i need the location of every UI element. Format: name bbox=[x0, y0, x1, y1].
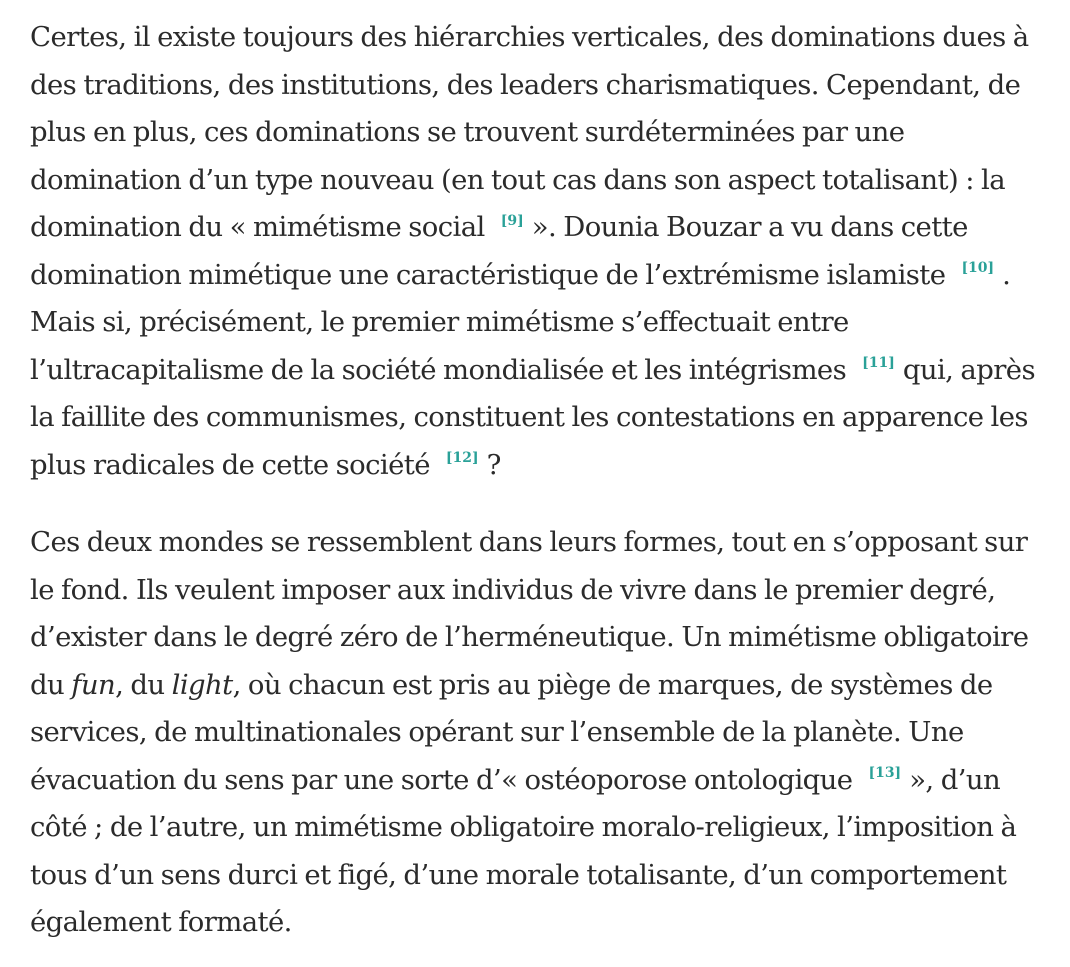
paragraph-text: . Mais si, précisément, le premier mimétisme s’effectuait entre l’ultracapitalisme de la société mondialisée et les intégrismes bbox=[30, 258, 1011, 386]
paragraph-text: , où chacun est pris au piège de marques, de systèmes de services, de multinationales opérant sur l’ensemble de la planète. Une évacuation du sens par une sorte d’« ostéoporose ontologique bbox=[30, 668, 993, 796]
paragraph-1 bbox=[30, 14, 1045, 489]
footnote-link-10[interactable]: [10] bbox=[961, 260, 995, 277]
paragraph-text: qui, après la faillite des communismes, constituent les contestations en apparence les plus radicales de cette société bbox=[30, 353, 1035, 481]
paragraph-text: Ces deux mondes se ressemblent dans leurs formes, tout en s’opposant sur le fond. Ils veulent imposer aux individus de vivre dans le premier degré, d’exister dans le degré zéro de l’herméneutique. Un mimétisme obligatoire du bbox=[30, 526, 1029, 701]
document-body bbox=[30, 14, 1045, 947]
paragraph-text: ». Dounia Bouzar a vu dans cette domination mimétique une caractéristique de l’extrémisme islamiste bbox=[30, 211, 968, 291]
footnote-link-13[interactable]: [13] bbox=[868, 765, 902, 782]
paragraph-text: ? bbox=[486, 448, 501, 481]
paragraph-2 bbox=[30, 519, 1045, 947]
paragraph-text: , du bbox=[115, 668, 165, 701]
italic-term-light: light bbox=[171, 668, 233, 701]
footnote-link-9[interactable]: [9] bbox=[500, 212, 524, 229]
footnote-link-11[interactable]: [11] bbox=[862, 355, 895, 372]
italic-term-fun: fun bbox=[71, 668, 116, 701]
paragraph-text: », d’un côté ; de l’autre, un mimétisme obligatoire moralo-religieux, l’imposition à tous d’un sens durci et figé, d’une morale totalisante, d’un comportement également formaté. bbox=[30, 763, 1017, 938]
paragraph-text: Certes, il existe toujours des hiérarchies verticales, des dominations dues à des traditions, des institutions, des leaders charismatiques. Cependant, de plus en plus, ces dominations se trouvent surdéterminées par une domination d’un type nouveau (en tout cas dans son aspect totalisant) : la domination du « mimétisme social bbox=[30, 21, 1029, 243]
footnote-link-12[interactable]: [12] bbox=[445, 450, 479, 467]
